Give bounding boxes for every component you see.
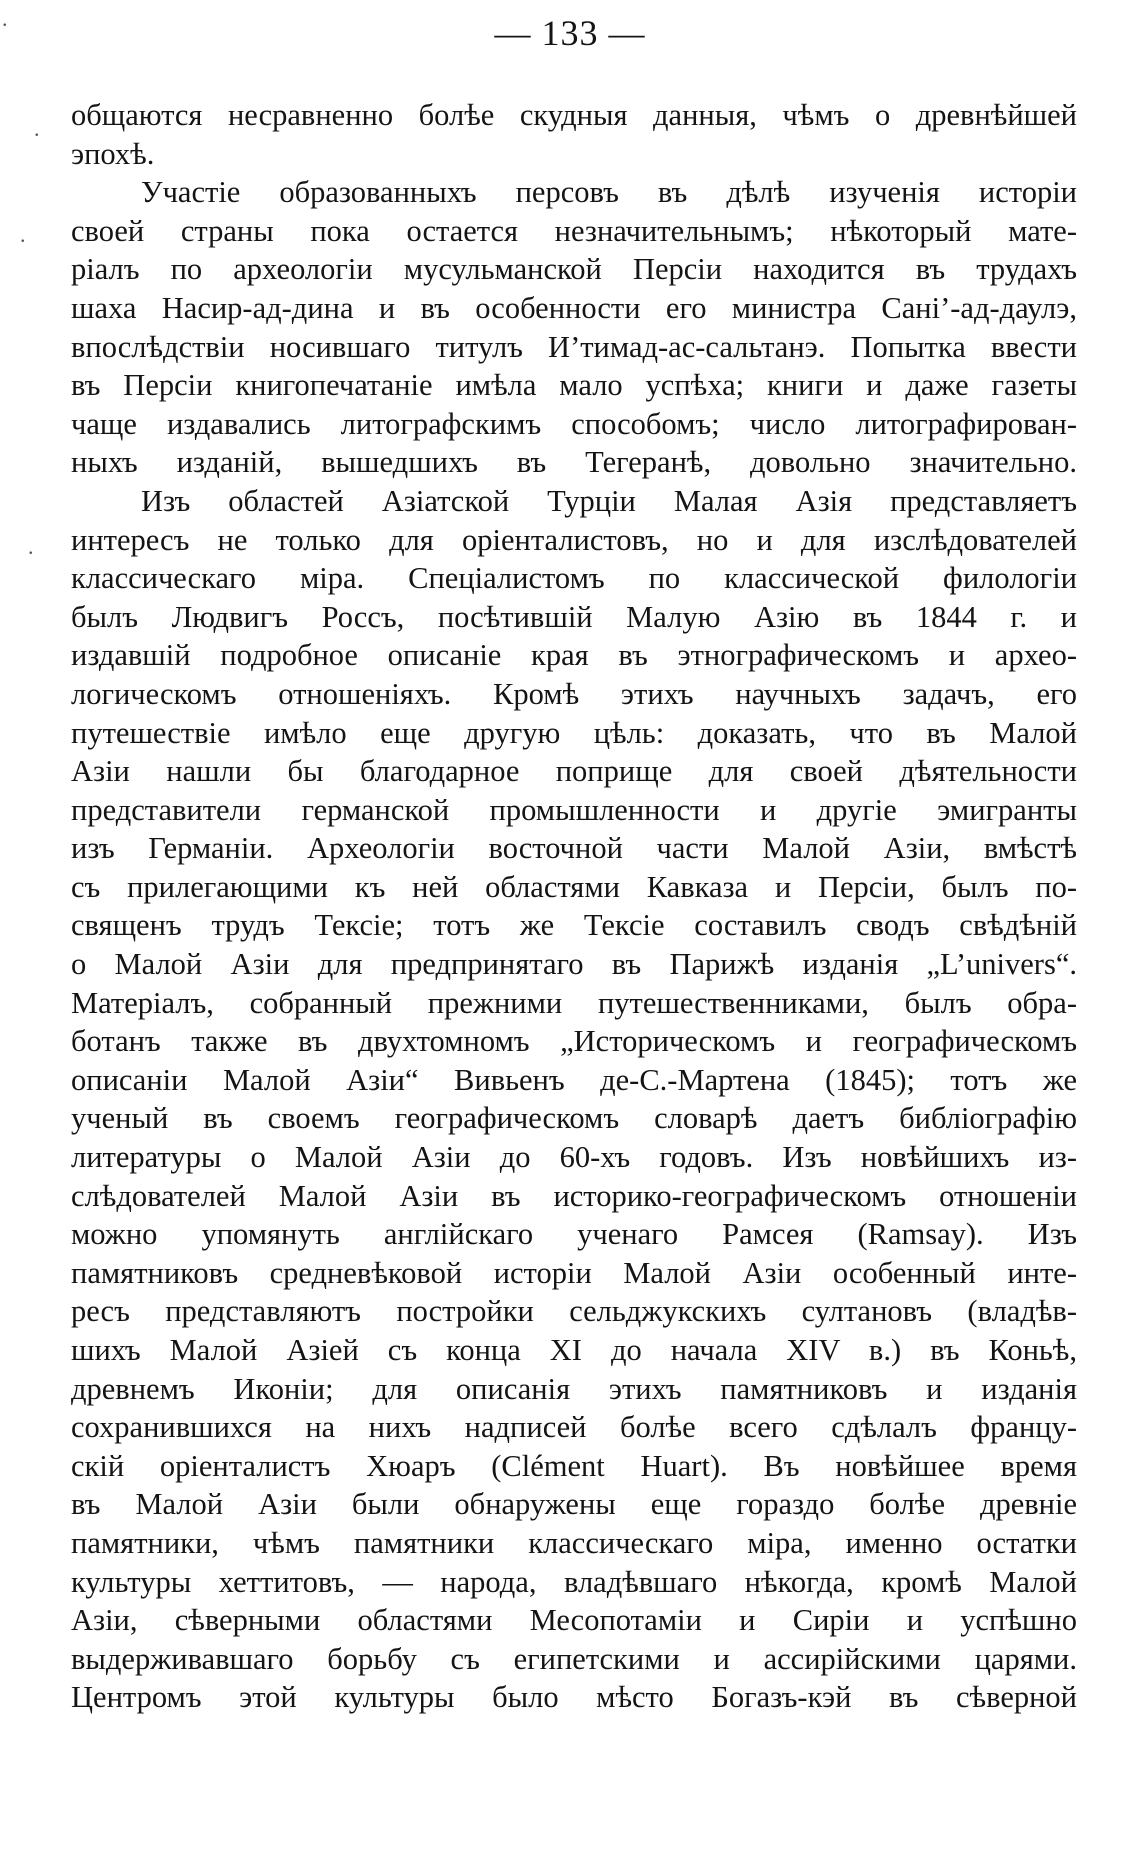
- text-line: логическомъ отношеніяхъ. Кромѣ этихъ научныхъ задачъ, его: [71, 676, 1077, 711]
- body-text: [71, 96, 1077, 1717]
- text-line: изъ Германіи. Археологіи восточной части Малой Азіи, вмѣстѣ: [71, 831, 1077, 866]
- text-line: издавшій подробное описаніе края въ этнографическомъ и архео-: [71, 638, 1077, 673]
- margin-mark: .: [34, 116, 40, 141]
- text-line: выдерживавшаго борьбу съ египетскими и ассирійскими царями.: [71, 1641, 1077, 1676]
- text-line: интересъ не только для оріенталистовъ, но и для изслѣдователей: [71, 522, 1077, 557]
- text-line: памятниковъ средневѣковой исторіи Малой Азіи особенный инте-: [71, 1255, 1077, 1290]
- text-line: памятники, чѣмъ памятники классическаго міра, именно остатки: [71, 1525, 1077, 1560]
- text-line: можно упомянуть англійскаго ученаго Рамсея (Ramsay). Изъ: [71, 1217, 1077, 1252]
- text-line: чаще издавались литографскимъ способомъ; число литографирован-: [71, 406, 1077, 441]
- text-line: священъ трудъ Тексіе; тотъ же Тексіе составилъ сводъ свѣдѣній: [71, 908, 1077, 943]
- margin-mark: .: [2, 6, 8, 31]
- text-line: представители германской промышленности и другіе эмигранты: [71, 792, 1077, 827]
- text-line: Центромъ этой культуры было мѣсто Богазъ-кэй въ сѣверной: [71, 1680, 1077, 1715]
- text-line: шаха Насир-ад-дина и въ особенности его министра Санi’-ад-даулэ,: [71, 290, 1077, 325]
- text-line: въ Малой Азіи были обнаружены еще гораздо болѣе древніе: [71, 1487, 1077, 1522]
- text-line: своей страны пока остается незначительнымъ; нѣкоторый мате-: [71, 213, 1077, 248]
- text-line: сохранившихся на нихъ надписей болѣе всего сдѣлалъ францу-: [71, 1410, 1077, 1445]
- text-line: въ Персіи книгопечатаніе имѣла мало успѣха; книги и даже газеты: [71, 368, 1077, 403]
- text-line: слѣдователей Малой Азіи въ историко-географическомъ отношеніи: [71, 1178, 1077, 1213]
- margin-mark: .: [20, 222, 26, 247]
- text-line: шихъ Малой Азіей съ конца XI до начала XIV в.) въ Коньѣ,: [71, 1333, 1077, 1367]
- text-line: скій оріенталистъ Хюаръ (Clément Huart). Въ новѣйшее время: [71, 1448, 1077, 1483]
- page-number: — 133 —: [494, 13, 646, 53]
- text-line: общаются несравненно болѣе скудныя данныя, чѣмъ о древнѣйшей: [71, 98, 1077, 132]
- text-line: описаніи Малой Азіи“ Вивьенъ де-С.-Мартена (1845); тотъ же: [71, 1062, 1077, 1097]
- text-line: путешествіе имѣло еще другую цѣль: доказать, что въ Малой: [71, 715, 1077, 750]
- text-line: о Малой Азіи для предпринятаго въ Парижѣ изданія „L’univers“.: [71, 947, 1077, 982]
- text-line: впослѣдствіи носившаго титулъ И’тимад-ас-сальтанэ. Попытка ввести: [71, 329, 1077, 364]
- text-line: Азіи, сѣверными областями Месопотаміи и Сиріи и успѣшно: [71, 1603, 1077, 1638]
- text-line: Азіи нашли бы благодарное поприще для своей дѣятельности: [71, 754, 1077, 789]
- text-line: классическаго міра. Спеціалистомъ по классической филологіи: [71, 561, 1077, 596]
- text-line: былъ Людвигъ Россъ, посѣтившій Малую Азію въ 1844 г. и: [71, 599, 1077, 634]
- text-line: эпохѣ.: [71, 136, 155, 171]
- text-line: культуры хеттитовъ, — народа, владѣвшаго нѣкогда, кромѣ Малой: [71, 1564, 1077, 1599]
- text-line: древнемъ Иконіи; для описанія этихъ памятниковъ и изданія: [71, 1371, 1077, 1406]
- text-line: Матеріалъ, собранный прежними путешественниками, былъ обра-: [71, 985, 1077, 1020]
- text-line: ресъ представляютъ постройки сельджукскихъ султановъ (владѣв-: [71, 1294, 1077, 1329]
- text-line: ботанъ также въ двухтомномъ „Историческомъ и географическомъ: [71, 1024, 1077, 1059]
- text-line: ріалъ по археологіи мусульманской Персіи находится въ трудахъ: [71, 252, 1077, 287]
- text-line: ученый въ своемъ географическомъ словарѣ даетъ библіографію: [71, 1101, 1077, 1136]
- text-line: литературы о Малой Азіи до 60-хъ годовъ. Изъ новѣйшихъ из-: [71, 1140, 1077, 1175]
- paragraph-first-line: Изъ областей Азіатской Турціи Малая Азія представляетъ: [141, 483, 1077, 518]
- text-line: съ прилегающими къ ней областями Кавказа и Персіи, былъ по-: [71, 869, 1077, 904]
- text-line: ныхъ изданій, вышедшихъ въ Тегеранѣ, довольно значительно.: [71, 445, 1077, 480]
- paragraph-first-line: Участіе образованныхъ персовъ въ дѣлѣ изученія исторіи: [141, 175, 1077, 210]
- margin-mark: .: [28, 534, 34, 559]
